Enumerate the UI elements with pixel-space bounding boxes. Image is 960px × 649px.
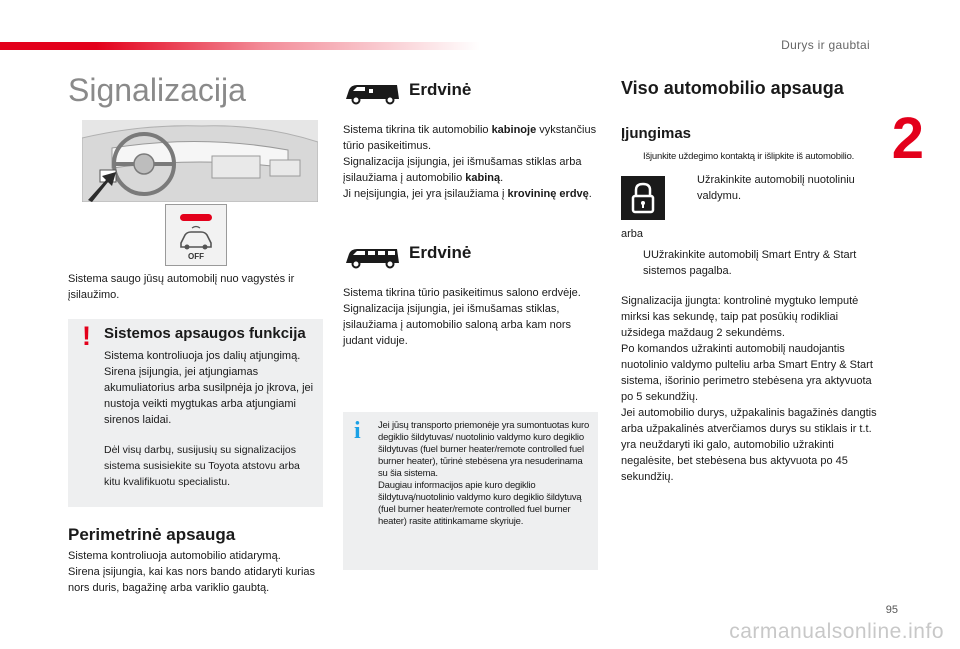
bullet-smart-entry — [621, 247, 871, 279]
warning-box — [68, 319, 323, 507]
volumetric-cabin-text-part: Sistema tikrina tik automobilio — [343, 124, 492, 136]
bullet-remote-text: Užrakinkite automobilį nuotoliniu valdymu. — [697, 174, 855, 202]
volumetric-cabin-title: Erdvinė — [409, 80, 472, 99]
volumetric-cabin-text — [343, 122, 601, 202]
warning-text: Sistema kontroliuoja jos dalių atjungimą. Sirena įsijungia, jei atjungiamas akumuliatorius arba susilpnėja jo įkrova, jei nustoja veikti mygtukas arba atjungiami sirenos laidai. — [104, 350, 314, 426]
full-protection-title: Viso automobilio apsauga — [621, 78, 844, 98]
page-number: 95 — [885, 604, 898, 616]
dashboard-illustration — [82, 120, 318, 202]
activation-description: Signalizacija įjungta: kontrolinė mygtuko lemputė mirksi kas sekundę, taip pat posūkių rodikliai užsidega maždaug 2 sekundėms. Po komandos užrakinti automobilį naudojantis nuotolinio valdymo pulteliu arba Smart Entry & Start sistema, išorinio perimetro stebėsena yra aktyvuota po 5 sekundžių. Jei automobilio durys, užpakalinis bagažinės dangtis arba užpakalinės atverčiamos durys su stiklais ir t.t. yra neuždaryti iki galo, automobilio užrakinti negalėsite, bet stebėsena bus aktyvuota po 45 sekundžių. — [621, 295, 877, 483]
van-cabin-icon — [343, 80, 403, 106]
volumetric-cabin-text-part: vykstančius tūrio pasikeitimus. Signalizacija įsijungia, jei išmušamas stiklas arba įsilaužiama į automobilio — [343, 124, 597, 184]
bullet-marker — [621, 247, 643, 279]
bullet-marker — [675, 172, 697, 204]
perimeter-title: Perimetrinė apsauga — [68, 525, 236, 544]
page-title: Signalizacija — [68, 72, 246, 108]
alarm-off-label: OFF — [188, 252, 204, 261]
volumetric-passenger-text: Sistema tikrina tūrio pasikeitimus salono erdvėje. Signalizacija įsijungia, jei išmušamas stiklas, įsilaužiama į automobilio saloną arba kam nors judant viduje. — [343, 287, 581, 347]
section-header: Durys ir gaubtai — [781, 38, 870, 52]
exclamation-icon: ! — [82, 321, 91, 351]
bullet-ignition-off — [621, 150, 854, 164]
lock-button-illustration — [621, 176, 665, 220]
bullet-smart-entry-text: UUžrakinkite automobilį Smart Entry & Start sistemos pagalba. — [643, 249, 857, 277]
alarm-off-drawing — [166, 205, 226, 265]
intro-text: Sistema saugo jūsų automobilį nuo vagystės ir įsilaužimo. — [68, 273, 295, 301]
volumetric-cabin-text-part: . — [588, 188, 592, 200]
header-accent-bar — [0, 42, 480, 50]
info-icon: i — [354, 418, 361, 444]
alarm-off-button-illustration — [165, 204, 227, 266]
chapter-number: 2 — [891, 106, 924, 171]
bullet-marker — [621, 150, 643, 164]
volumetric-passenger-title: Erdvinė — [409, 243, 472, 262]
volumetric-cabin-text-part: . Ji neįsijungia, jei yra įsilaužiama į — [343, 172, 505, 200]
dashboard-drawing — [82, 120, 318, 202]
bullet-remote-lock — [675, 172, 875, 204]
bold-cargo-word: krovininę erdvę — [507, 188, 589, 200]
van-passenger-icon — [343, 244, 403, 270]
bold-cabin-word: kabinoje — [491, 124, 537, 136]
or-text: arba — [621, 228, 644, 240]
lock-icon — [621, 176, 665, 220]
info-box — [343, 412, 598, 570]
perimeter-text: Sistema kontroliuoja automobilio atidarymą. Sirena įsijungia, kai kas nors bando atidaryti kurias nors duris, bagažinę arba variklio gaubtą. — [68, 550, 316, 594]
warning-title: Sistemos apsaugos funkcija — [104, 325, 306, 342]
activation-subtitle: Įjungimas — [621, 125, 692, 142]
bullet-ignition-text: Išjunkite uždegimo kontaktą ir išlipkite iš automobilio. — [643, 151, 855, 162]
warning-note: Dėl visų darbų, susijusių su signalizacijos sistema susisiekite su Toyota atstovu arba kitu kvalifikuotu specialistu. — [104, 444, 300, 488]
bold-cabin-word: kabiną — [465, 172, 501, 184]
info-text: Jei jūsų transporto priemonėje yra sumontuotas kuro degiklio šildytuvas/ nuotolinio valdymo kuro degiklio šildytuvas (fuel burner heater/remote controlled fuel burner heater), tūrinė stebėsena yra nesuderinama su šia sistema. Daugiau informacijos apie kuro degiklio šildytuvą/nuotolinio valdymo kuro degiklio šildytuvą (fuel burner heater/remote controlled fuel burner heater) rasite atitinkamame skyriuje. — [378, 420, 590, 527]
watermark: carmanualsonline.info — [729, 620, 944, 643]
